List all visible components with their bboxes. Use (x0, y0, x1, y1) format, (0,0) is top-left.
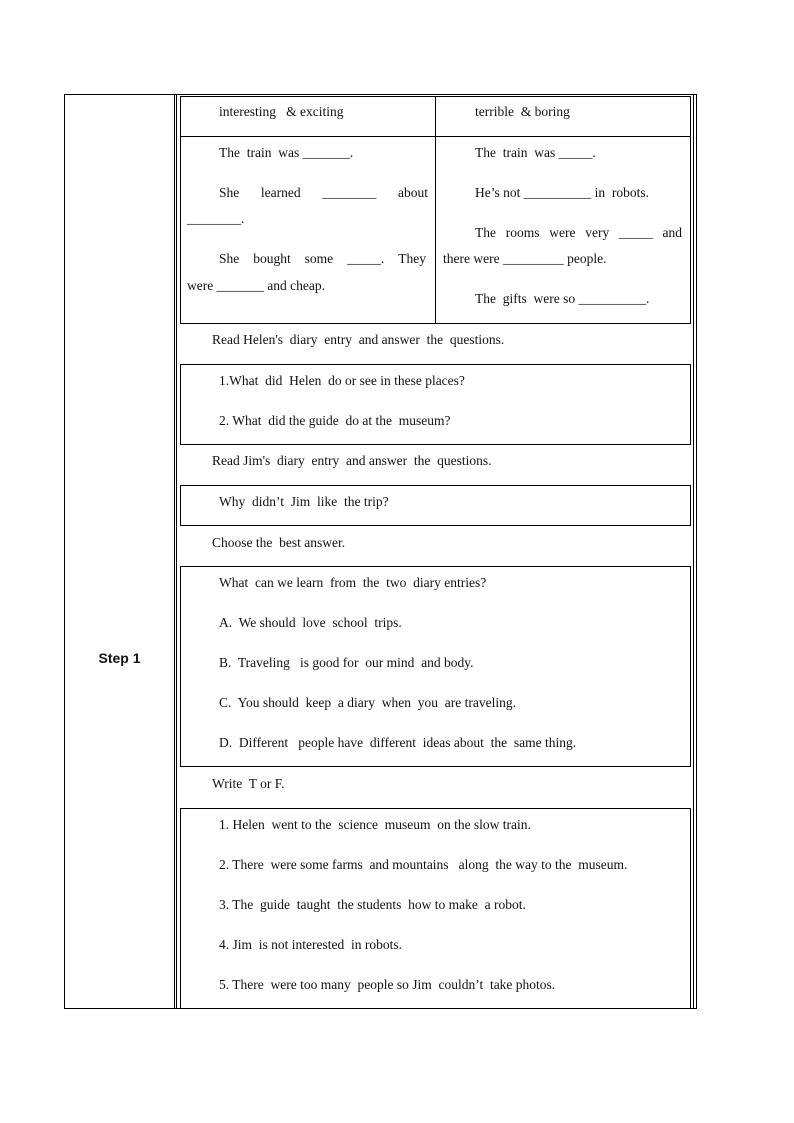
tf-statement-5: 5. There were too many people so Jim couldn’t take photos. (219, 977, 556, 992)
word: bought (253, 251, 291, 266)
right-line-2: He’s not __________ in robots. (475, 185, 649, 200)
step-label: Step 1 (98, 650, 141, 666)
jim-instruction: Read Jim's diary entry and answer the questions. (212, 453, 492, 468)
left-header: interesting & exciting (219, 104, 344, 119)
word: She (219, 251, 240, 266)
right-line-3b: there were _________ people. (443, 251, 607, 266)
helen-instruction: Read Helen's diary entry and answer the questions. (212, 332, 505, 347)
helen-question-1: 1.What did Helen do or see in these places? (219, 373, 465, 388)
left-line-2a (219, 185, 428, 201)
word: and (662, 225, 682, 240)
step-column (65, 95, 175, 1008)
left-line-2b: ________. (187, 211, 245, 226)
helen-question-2: 2. What did the guide do at the museum? (219, 413, 451, 428)
blank: _____ (618, 225, 653, 240)
word: She (219, 185, 240, 200)
left-line-3a (219, 251, 426, 267)
tf-statement-3: 3. The guide taught the students how to make a robot. (219, 897, 526, 912)
jim-question-1: Why didn’t Jim like the trip? (219, 494, 389, 509)
right-line-3a (475, 225, 682, 241)
choose-question: What can we learn from the two diary entries? (219, 575, 487, 590)
left-line-1: The train was _______. (219, 145, 354, 160)
option-a: A. We should love school trips. (219, 615, 402, 630)
right-header: terrible & boring (475, 104, 570, 119)
word: They (398, 251, 426, 266)
comparison-header-divider (181, 136, 690, 137)
option-b: B. Traveling is good for our mind and body. (219, 655, 474, 670)
word: The (475, 225, 496, 240)
word: very (585, 225, 610, 240)
left-line-3b: were _______ and cheap. (187, 278, 325, 293)
column-divider (176, 95, 177, 1008)
tf-instruction: Write T or F. (212, 776, 285, 791)
right-border-inner (693, 95, 694, 1008)
tf-statement-1: 1. Helen went to the science museum on the slow train. (219, 817, 531, 832)
option-d: D. Different people have different ideas about the same thing. (219, 735, 577, 750)
word: learned (260, 185, 301, 200)
blank: ________ (322, 185, 377, 200)
word: some (304, 251, 334, 266)
choose-instruction: Choose the best answer. (212, 535, 346, 550)
right-line-1: The train was _____. (475, 145, 596, 160)
blank: _____. (347, 251, 385, 266)
word: were (549, 225, 576, 240)
right-line-4: The gifts were so __________. (475, 291, 650, 306)
word: rooms (505, 225, 540, 240)
comparison-divider (435, 97, 436, 323)
tf-statement-2: 2. There were some farms and mountains along the way to the museum. (219, 857, 628, 872)
option-c: C. You should keep a diary when you are traveling. (219, 695, 516, 710)
tf-statement-4: 4. Jim is not interested in robots. (219, 937, 402, 952)
word: about (398, 185, 428, 200)
